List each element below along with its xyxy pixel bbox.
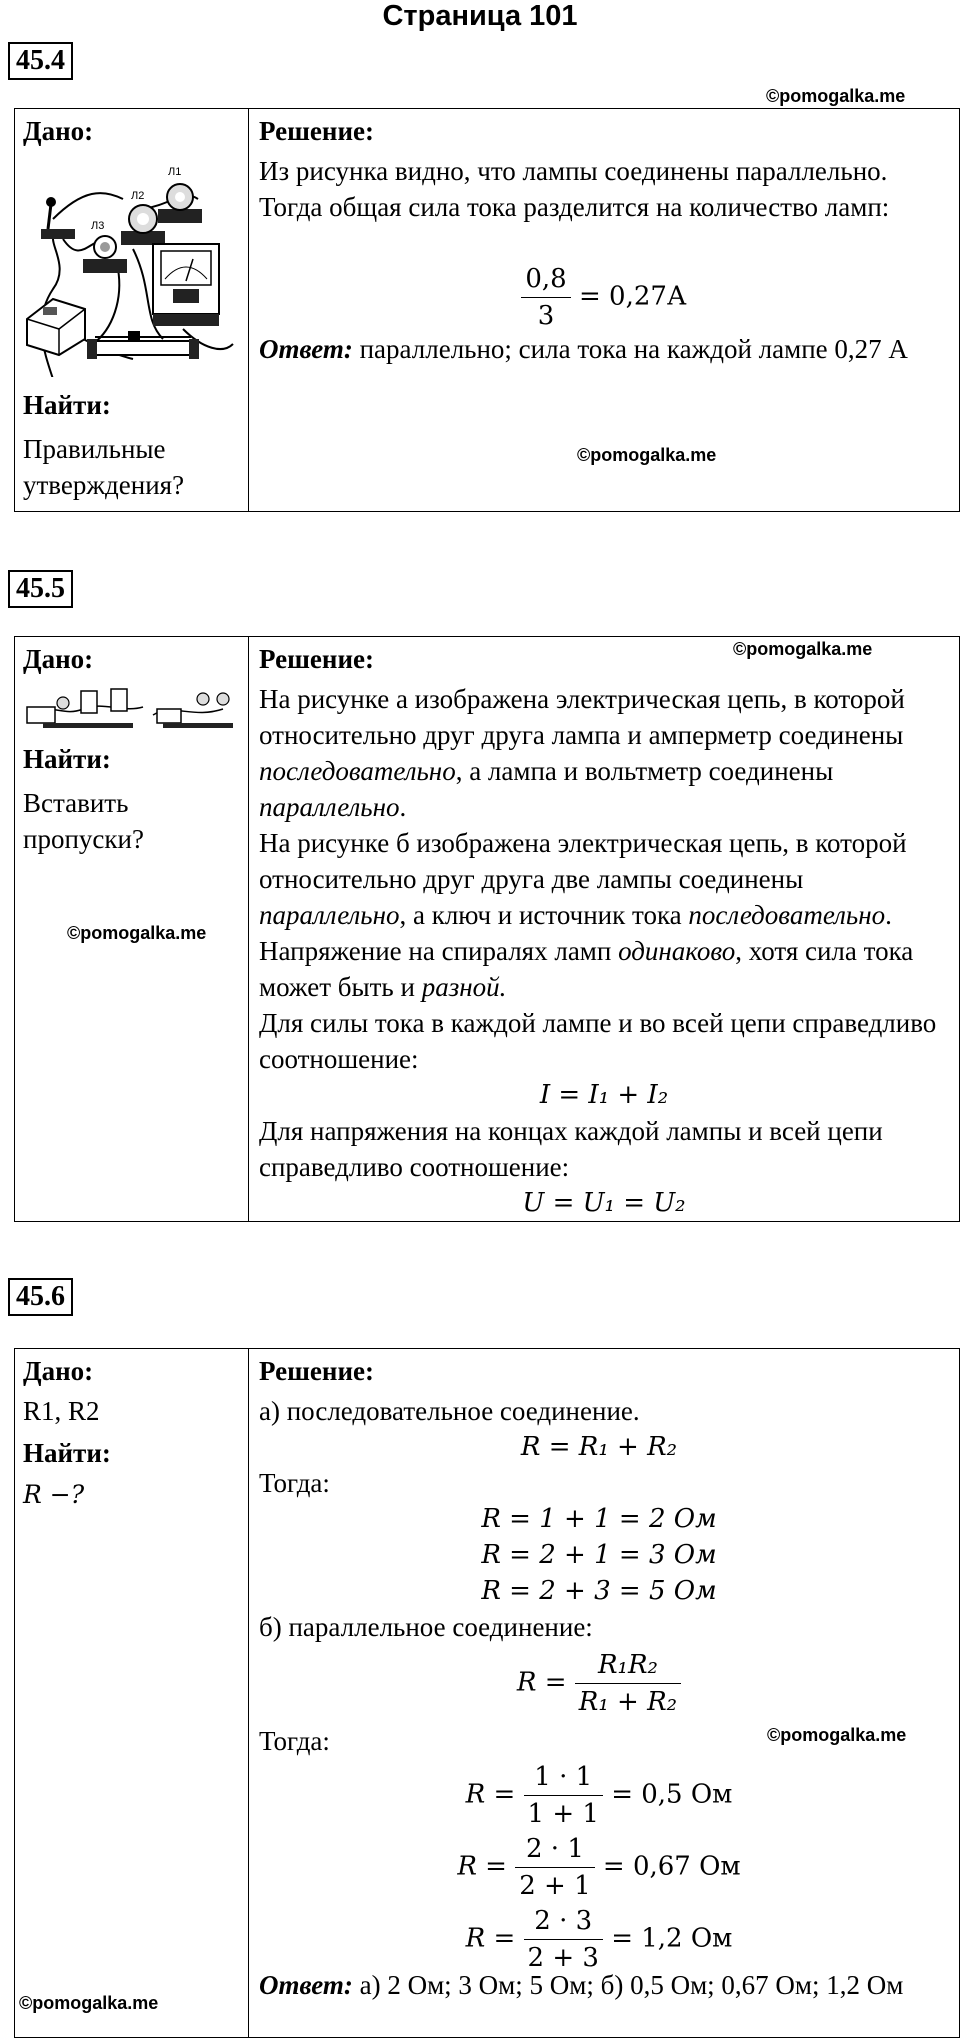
parallel-formula: R = $\frac{\text{R₁R₂}}{\text{R₁ + R₂}}$ bbox=[249, 1647, 949, 1720]
solution-column bbox=[249, 109, 959, 511]
task-number-45-6: 45.6 bbox=[8, 1278, 73, 1316]
current-formula: I = I₁ + I₂ bbox=[539, 1080, 669, 1110]
solution-text: Из рисунка видно, что лампы соединены параллельно. Тогда общая сила тока разделится на количество ламп: bbox=[259, 156, 890, 222]
answer: Ответ: а) 2 Ом; 3 Ом; 5 Ом; б) 0,5 Ом; 0,67 Ом; 1,2 Ом bbox=[259, 1970, 904, 2000]
parallel-result-2: R = $\frac{2 \cdot 1}{2 + 1}$ = 0,67 Ом bbox=[249, 1831, 949, 1904]
paragraph-voltage: Для напряжения на концах каждой лампы и всей цепи справедливо соотношение: bbox=[259, 1116, 883, 1182]
find-text: R −? bbox=[23, 1480, 85, 1509]
watermark: ©pomogalka.me bbox=[766, 86, 906, 106]
series-result-3: R = 2 + 3 = 5 Ом bbox=[481, 1576, 717, 1606]
label-l3: Л3 bbox=[91, 220, 105, 232]
dano-label: Дано: bbox=[23, 644, 94, 674]
circuit-figure bbox=[23, 149, 245, 377]
series-heading: а) последовательное соединение. bbox=[259, 1396, 640, 1426]
solution-column bbox=[249, 637, 959, 1221]
given-column bbox=[15, 109, 249, 511]
answer: Ответ: параллельно; сила тока на каждой лампе 0,27 А bbox=[259, 334, 908, 364]
parallel-heading: б) параллельное соединение: bbox=[259, 1612, 593, 1642]
ammeter-icon bbox=[153, 244, 219, 326]
solution-column bbox=[249, 1349, 959, 2037]
dano-label: Дано: bbox=[23, 1356, 94, 1386]
find-label: Найти: bbox=[23, 1438, 111, 1468]
voltmeter-icon bbox=[111, 689, 127, 711]
power-source-icon bbox=[27, 707, 55, 723]
watermark: ©pomogalka.me bbox=[733, 639, 873, 659]
given-text: R1, R2 bbox=[23, 1396, 100, 1426]
watermark: ©pomogalka.me bbox=[767, 1725, 907, 1745]
task-number-45-5: 45.5 bbox=[8, 570, 73, 608]
paragraph-a: На рисунке а изображена электрическая цепь, в которой относительно друг друга лампа и амперметр соединены последовательно, а лампа и вольтметр соединены параллельно. bbox=[259, 684, 905, 822]
task-45-4-table bbox=[14, 108, 960, 512]
power-source-icon bbox=[27, 299, 85, 355]
find-text: Вставить пропуски? bbox=[23, 788, 144, 854]
lamp-icon bbox=[197, 693, 229, 705]
watermark: ©pomogalka.me bbox=[19, 1993, 159, 2013]
task-45-6-table bbox=[14, 1348, 960, 2038]
lamp-icon bbox=[57, 697, 69, 709]
solution-body bbox=[259, 681, 949, 1221]
task-45-5-table bbox=[14, 636, 960, 1222]
find-label: Найти: bbox=[23, 390, 111, 420]
then-label: Тогда: bbox=[259, 1468, 330, 1498]
watermark: ©pomogalka.me bbox=[67, 923, 207, 943]
series-result-2: R = 2 + 1 = 3 Ом bbox=[481, 1540, 717, 1570]
solution-label: Решение: bbox=[259, 116, 374, 146]
rheostat-icon bbox=[87, 331, 199, 359]
task-number-45-4: 45.4 bbox=[8, 42, 73, 80]
watermark: ©pomogalka.me bbox=[577, 445, 717, 465]
circuit-figures-a-b bbox=[23, 683, 243, 733]
paragraph-current: Для силы тока в каждой лампе и во всей цепи справедливо соотношение: bbox=[259, 1008, 937, 1074]
find-text: Правильные утверждения? bbox=[23, 434, 185, 500]
ammeter-icon bbox=[81, 691, 97, 713]
current-formula: $\frac{0,8}{3}$ = 0,27А bbox=[249, 261, 959, 334]
given-column bbox=[15, 637, 249, 1221]
paragraph-b: На рисунке б изображена электрическая цепь, в которой относительно друг друга две лампы соединены параллельно, а ключ и источник тока последовательно. Напряжение на спиралях ламп одинаково, хотя сила тока может быть и разной. bbox=[259, 828, 914, 1002]
page-title: Страница 101 bbox=[382, 0, 578, 32]
find-label: Найти: bbox=[23, 744, 111, 774]
voltage-formula: U = U₁ = U₂ bbox=[522, 1188, 686, 1218]
series-formula: R = R₁ + R₂ bbox=[520, 1432, 678, 1462]
then-label: Тогда: bbox=[259, 1726, 330, 1756]
power-source-icon bbox=[157, 709, 181, 723]
solution-label: Решение: bbox=[259, 644, 374, 674]
series-result-1: R = 1 + 1 = 2 Ом bbox=[481, 1504, 717, 1534]
label-l2: Л2 bbox=[131, 190, 145, 202]
label-l1: Л1 bbox=[168, 166, 182, 178]
parallel-result-3: R = $\frac{2 \cdot 3}{2 + 3}$ = 1,2 Ом bbox=[249, 1903, 949, 1976]
dano-label: Дано: bbox=[23, 116, 94, 146]
lamp-l3-icon bbox=[83, 236, 127, 273]
parallel-result-1: R = $\frac{1 \cdot 1}{1 + 1}$ = 0,5 Ом bbox=[249, 1759, 949, 1832]
solution-label: Решение: bbox=[259, 1356, 374, 1386]
given-column bbox=[15, 1349, 249, 2037]
